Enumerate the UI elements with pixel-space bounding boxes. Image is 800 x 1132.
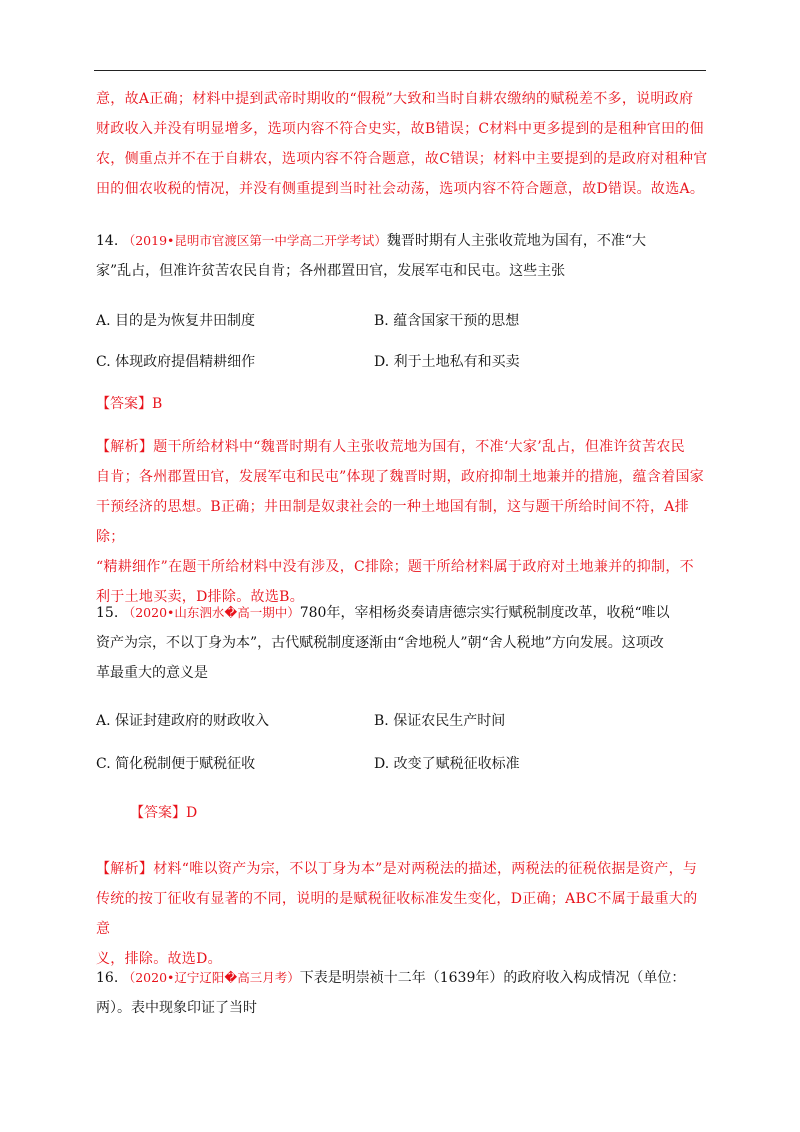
analysis-line: 【解析】题干所给材料中“魏晋时期有人主张收荒地为国有，不准‘大家’乱占，但准许贫苦农民 [96, 439, 685, 455]
header-rule [94, 70, 706, 71]
question-number: 15. [96, 605, 119, 621]
question-text: 下表是明崇祯十二年（1639年）的政府收入构成情况（单位： [299, 970, 686, 986]
question-15-options-row2 [96, 753, 708, 777]
question-number: 14. [96, 233, 119, 249]
question-16-stem [96, 963, 708, 1023]
analysis-14 [96, 432, 708, 612]
option-d[interactable]: D. 利于土地私有和买卖 [374, 354, 520, 370]
option-c[interactable]: C. 简化税制便于赋税征收 [96, 756, 256, 772]
analysis-line: 财政收入并没有明显增多，选项内容不符合史实，故B错误；C材料中更多提到的是租种官田的佃 [96, 121, 704, 137]
question-text: 家”乱占，但准许贫苦农民自肯；各州郡置田官，发展军屯和民屯。这些主张 [96, 263, 566, 279]
question-source: （2019•昆明市官渡区第一中学高二开学考试） [122, 233, 387, 248]
question-number: 16. [96, 970, 119, 986]
option-b[interactable]: B. 蕴含国家干预的思想 [374, 313, 520, 329]
analysis-line: 干预经济的思想。B正确；井田制是奴隶社会的一种土地国有制，这与题干所给时间不符，A排除； [96, 499, 689, 545]
analysis-line: “精耕细作”在题干所给材料中没有涉及，C排除；题干所给材料属于政府对土地兼并的抑制，不 [96, 559, 694, 575]
question-source: （2020•辽宁辽阳�高三月考） [122, 970, 300, 985]
question-text: 两）。表中现象印证了当时 [96, 1000, 257, 1016]
analysis-line: 利于土地买卖，D排除。故选B。 [96, 589, 305, 605]
question-source: （2020•山东泗水�高一期中） [122, 605, 300, 620]
analysis-line: 意，故A正确；材料中提到武帝时期收的“假税”大致和当时自耕农缴纳的赋税差不多，说明政府 [96, 91, 694, 107]
option-d[interactable]: D. 改变了赋税征收标准 [374, 756, 520, 772]
question-15-stem [96, 598, 708, 688]
analysis-line: 农，侧重点并不在于自耕农，选项内容不符合题意，故C错误；材料中主要提到的是政府对租种官 [96, 151, 708, 167]
analysis-line: 自肯；各州郡置田官，发展军屯和民屯”体现了魏晋时期，政府抑制土地兼并的措施，蕴含着国家 [96, 469, 705, 485]
analysis-line: 【解析】材料“唯以资产为宗，不以丁身为本”是对两税法的描述，两税法的征税依据是资产，与 [96, 861, 698, 877]
question-text: 资产为宗，不以丁身为本”，古代赋税制度逐渐由“舍地税人”朝“舍人税地”方向发展。这项改 [96, 635, 664, 651]
question-14-options-row2 [96, 351, 708, 375]
answer-15: 【答案】D [130, 805, 198, 821]
analysis-15 [96, 854, 708, 974]
option-b[interactable]: B. 保证农民生产时间 [374, 713, 506, 729]
option-a[interactable]: A. 目的是为恢复井田制度 [96, 313, 256, 329]
question-15-options-row1 [96, 710, 708, 734]
question-text: 780年，宰相杨炎奏请唐德宗实行赋税制度改革，收税“唯以 [299, 605, 670, 621]
question-14-stem [96, 226, 708, 286]
analysis-line: 传统的按丁征收有显著的不同，说明的是赋税征收标准发生变化，D正确；ABC不属于最重大的意 [96, 891, 698, 937]
answer-14: 【答案】B [96, 396, 163, 412]
previous-analysis [96, 84, 708, 204]
option-a[interactable]: A. 保证封建政府的财政收入 [96, 713, 270, 729]
question-text: 魏晋时期有人主张收荒地为国有，不准“大 [386, 233, 647, 249]
analysis-line: 田的佃农收税的情况，并没有侧重提到当时社会动荡，选项内容不符合题意，故D错误。故选A。 [96, 181, 705, 197]
question-text: 革最重大的意义是 [96, 665, 208, 681]
option-c[interactable]: C. 体现政府提倡精耕细作 [96, 354, 256, 370]
question-14-options-row1 [96, 310, 708, 334]
analysis-line: 义，排除。故选D。 [96, 951, 222, 967]
